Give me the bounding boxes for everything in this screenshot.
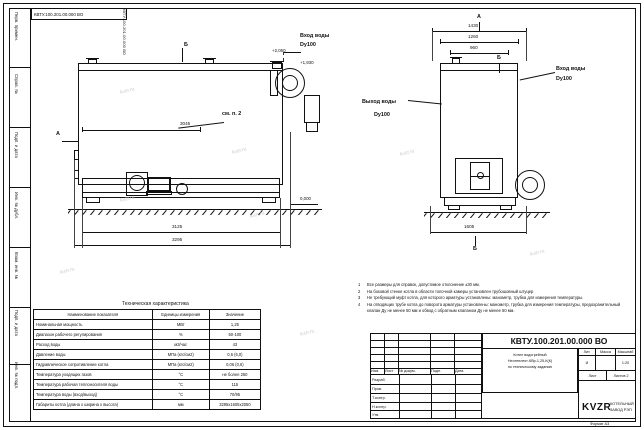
rev-col-1: Лист [385, 369, 394, 373]
scale-value-cell [616, 356, 636, 371]
watermark-7: kvzr.ru [59, 266, 76, 276]
spec-r5-c1: °С [152, 370, 209, 380]
top-left-code-vertical: КВТУ.100.201.00.000 ВО [122, 8, 127, 56]
spec-r0-c0: Номинальная мощность [34, 320, 153, 330]
dim-line-3045 [82, 130, 200, 131]
spec-r7-c1: °С [152, 390, 209, 400]
fan-wheel [129, 175, 145, 191]
dim-tick-960-r [508, 50, 509, 55]
format-label: Формат A3 [590, 422, 610, 426]
elev-zero-label: 0,000 [300, 196, 311, 201]
scale-header-cell [616, 349, 636, 356]
ext-right-3 [430, 206, 431, 234]
section-line-b-left [182, 48, 183, 62]
ground-hatch-left [68, 210, 322, 215]
top-nozzle-left-flange [86, 58, 99, 59]
role-label-2: Т.контр. [372, 396, 386, 400]
dim-line-3125 [82, 232, 280, 233]
dim-line-3295 [74, 245, 290, 246]
flue-duct-outlet [306, 122, 318, 132]
table-row [34, 400, 261, 410]
section-axis-b-right-bottom [475, 236, 476, 246]
ext-line-right-2 [290, 132, 291, 248]
mass-header-cell [596, 349, 616, 356]
spec-r3-c2: 0,6 (6,0) [209, 350, 260, 360]
top-left-code-text: КВТУ.100.201.00.000 ВО [34, 12, 84, 17]
doc-code-cell [482, 333, 636, 349]
boiler-body-top-inner [78, 70, 283, 71]
spec-r6-c2: 115 [209, 380, 260, 390]
role-label-3: Н.контр. [372, 405, 387, 409]
scale-label: Масштаб [617, 350, 634, 354]
rev-col-3: Подп. [431, 369, 442, 373]
spec-r8-c2: 3295х1605х2050 [209, 400, 260, 410]
spec-r7-c0: Температура воды (вход/выход) [34, 390, 153, 400]
margin-label-4: Взам. инв. № [14, 252, 19, 280]
base-support-left [86, 197, 100, 203]
spec-r8-c0: Габариты котла (длина х ширина х высота) [34, 400, 153, 410]
spec-r2-c0: Расход воды [34, 340, 153, 350]
inlet-water-label-left-line2: Dу100 [300, 42, 316, 48]
mass-value-cell [596, 356, 616, 371]
section-line-a-left [62, 141, 78, 142]
elev-zero-leader [290, 204, 318, 205]
ext-right-2 [526, 31, 527, 61]
dim-tick-3045-l [82, 127, 83, 132]
spec-r8-c1: мм [152, 400, 209, 410]
spec-r5-c2: не более 250 [209, 370, 260, 380]
table-row [34, 380, 261, 390]
section-foot-left [448, 205, 460, 210]
see-note-2-label: см. п. 2 [222, 111, 242, 117]
watermark-6: kvzr.ru [529, 248, 546, 258]
margin-label-1: Справ. № [14, 74, 19, 94]
section-top-nozzle [452, 58, 460, 64]
scale-value: 1:20 [621, 361, 630, 365]
section-foot-right [500, 205, 512, 210]
spec-r0-c1: МВт [152, 320, 209, 330]
left-margin-column [9, 8, 31, 422]
spec-table-title: Техническая характеристика [122, 301, 189, 307]
watermark-3: kvzr.ru [119, 194, 136, 204]
motor-base [146, 191, 172, 195]
object-line-3: по техническому заданию [507, 365, 553, 369]
ext-right-1 [432, 31, 433, 61]
spec-r1-c1: % [152, 330, 209, 340]
sheets-label: Листов [613, 374, 626, 378]
watermark-1: kvzr.ru [119, 86, 136, 96]
inlet-water-leader-left-v [283, 52, 284, 61]
margin-label-0: Перв. примен. [14, 12, 19, 42]
dim-tick-1260-l [440, 39, 441, 44]
object-name-cell [482, 349, 578, 393]
table-row [34, 390, 261, 400]
spec-r5-c0: Температура уходящих газов [34, 370, 153, 380]
left-side-nozzle [74, 150, 79, 160]
inlet-water-label-right-line2: Dу100 [556, 76, 572, 82]
rev-col-0: Изм. [371, 369, 380, 373]
section-axis-b-right [499, 63, 500, 73]
doc-code-text: КВТУ.100.201.00.000 ВО [510, 336, 608, 346]
spec-r0-c2: 1,25 [209, 320, 260, 330]
note-text-4: На отводящих трубе котла до поворота арматуры установлены: манометр, трубка для измерения температуры, предохранительный клапан Ду не менее 50 мм и обвод с обратным клапаном Ду не менее 50 мм. [367, 301, 621, 314]
role-label-1: Пров. [372, 387, 383, 391]
dim-3125: 3125 [172, 224, 183, 229]
section-mark-b-right-bottom: Б [473, 246, 477, 252]
burner-circle-inner [282, 75, 298, 91]
spec-r6-c1: °С [152, 380, 209, 390]
dim-line-1430 [432, 31, 526, 32]
watermark-2: kvzr.ru [231, 146, 248, 156]
burner-mount-plate [270, 70, 278, 96]
dim-tick-960-l [450, 50, 451, 55]
outlet-water-label-line2: Dу100 [374, 112, 390, 118]
stage-label: Лит. [583, 350, 591, 354]
table-row [34, 320, 261, 330]
margin-label-5: Подп. и дата [14, 310, 19, 336]
burner-top-stub [272, 62, 282, 69]
stage-value-cell [578, 356, 596, 371]
ext-line-left-1 [82, 198, 83, 248]
elev-mid-label: +1,930 [300, 60, 314, 65]
ext-right-4 [526, 206, 527, 234]
motor-body [148, 177, 170, 191]
table-row [34, 330, 261, 340]
company-logo: KVZR [582, 402, 612, 413]
spec-header-1: Единицы измерения [152, 310, 209, 320]
notes-block [358, 282, 633, 315]
base-support-right [262, 197, 276, 203]
note-num-2: 2 [358, 288, 361, 294]
note-num-3: 3 [358, 295, 361, 301]
watermark-5: kvzr.ru [399, 148, 416, 158]
stage-value: И [585, 361, 589, 365]
roles-column [370, 375, 482, 419]
object-line-1: Котел водогрейный [513, 353, 547, 357]
ext-line-right-1 [280, 198, 281, 248]
sheet-cell [578, 371, 607, 381]
watermark-4: kvzr.ru [249, 210, 266, 220]
top-nozzle-mid-flange [203, 58, 216, 59]
margin-label-3: Инв. № дубл. [14, 192, 19, 220]
spec-r3-c0: Давление воды [34, 350, 153, 360]
ext-line-left-2 [74, 160, 75, 248]
motor-end-line [170, 177, 171, 191]
elev-top-label: +2,050 [272, 48, 286, 53]
spec-r6-c0: Температура рабочая теплоносителя воды [34, 380, 153, 390]
section-mark-b-right-top: Б [497, 55, 501, 61]
stage-header-cell [578, 349, 596, 356]
table-row [34, 360, 261, 370]
rev-col-4: Дата [455, 369, 464, 373]
dim-960: 960 [470, 45, 478, 50]
section-body-top-inner [440, 70, 518, 71]
watermark-8: kvzr.ru [299, 328, 316, 338]
spec-r1-c0: Диапазон рабочего регулирования [34, 330, 153, 340]
table-row [34, 350, 261, 360]
spec-r2-c1: м3/час [152, 340, 209, 350]
dim-line-960 [450, 53, 508, 54]
dim-tick-1260-r [518, 39, 519, 44]
inlet-water-label-right-line1: Вход воды [556, 66, 586, 72]
company-line-1: КОТЕЛЬНЫЙ [610, 402, 634, 406]
margin-label-6: Инв. № подл. [14, 362, 19, 390]
burner-flange-right-inner [522, 177, 538, 193]
dim-1605: 1605 [464, 224, 475, 229]
section-mark-a-right: А [477, 14, 481, 20]
table-row [34, 340, 261, 350]
table-row [34, 370, 261, 380]
manhole-circle [176, 183, 188, 195]
spec-r4-c0: Гидравлическое сопротивление котла [34, 360, 153, 370]
section-mark-a-left: А [56, 131, 60, 137]
company-cell [578, 381, 636, 419]
spec-header-0: Наименование показателя [34, 310, 153, 320]
burner-top-flange [270, 61, 284, 62]
section-axis-right [479, 22, 480, 31]
spec-r1-c2: 50-100 [209, 330, 260, 340]
spec-table [33, 309, 261, 410]
company-line-2: ЗАВОД РЭП [610, 408, 632, 412]
dim-line-1605 [430, 232, 526, 233]
note-text-3: Не требующий муфт котла, для которого арматуры установлены: манометр, трубка для измерения температуры. [367, 295, 584, 301]
dim-tick-3045-r [200, 127, 201, 132]
ground-hatch-right [424, 213, 550, 218]
mass-label: Масса [600, 350, 611, 354]
note-text-1: Все размеры для справок, допустимое отклонение ±30 мм. [367, 282, 480, 287]
dim-1260: 1260 [468, 34, 479, 39]
role-label-4: Утв. [372, 413, 380, 417]
spec-r2-c2: 43 [209, 340, 260, 350]
outlet-water-label-line1: Выход воды [362, 99, 396, 105]
rev-col-2: № докум. [399, 369, 416, 373]
spec-r4-c2: 0,06 (0,6) [209, 360, 260, 370]
spec-r7-c2: 70/95 [209, 390, 260, 400]
object-line-2: Неотеплект-КВр-1,25-К(К) [507, 359, 553, 363]
role-label-0: Разраб. [372, 378, 386, 382]
spec-r4-c1: МПа (кгс/см2) [152, 360, 209, 370]
section-door-band [470, 176, 490, 177]
note-num-1: 1 [358, 282, 361, 287]
top-nozzle-mid [205, 59, 214, 64]
section-top-nozzle-flange [450, 57, 462, 58]
flue-duct [304, 95, 320, 123]
dim-1430: 1430 [468, 23, 479, 28]
inlet-water-label-left-line1: Вход воды [300, 33, 330, 39]
sheets-value: 2 [626, 374, 629, 378]
note-text-2: На боковой стенке котла в области топочной камеры установлен трубошовный штуцер [367, 288, 534, 294]
spec-header-row [34, 310, 261, 320]
dim-line-1260 [440, 42, 518, 43]
sheet-label: Лист [588, 374, 597, 378]
note-num-4: 4 [358, 301, 361, 307]
section-mark-b-left: Б [184, 42, 188, 48]
dim-3045: 3045 [180, 121, 191, 126]
spec-header-2: Значение [209, 310, 260, 320]
dim-3295: 3295 [172, 237, 183, 242]
margin-label-2: Подп. и дата [14, 132, 19, 158]
sheets-cell [607, 371, 636, 381]
top-nozzle-left [88, 59, 97, 64]
spec-r3-c1: МПа (кгс/см2) [152, 350, 209, 360]
